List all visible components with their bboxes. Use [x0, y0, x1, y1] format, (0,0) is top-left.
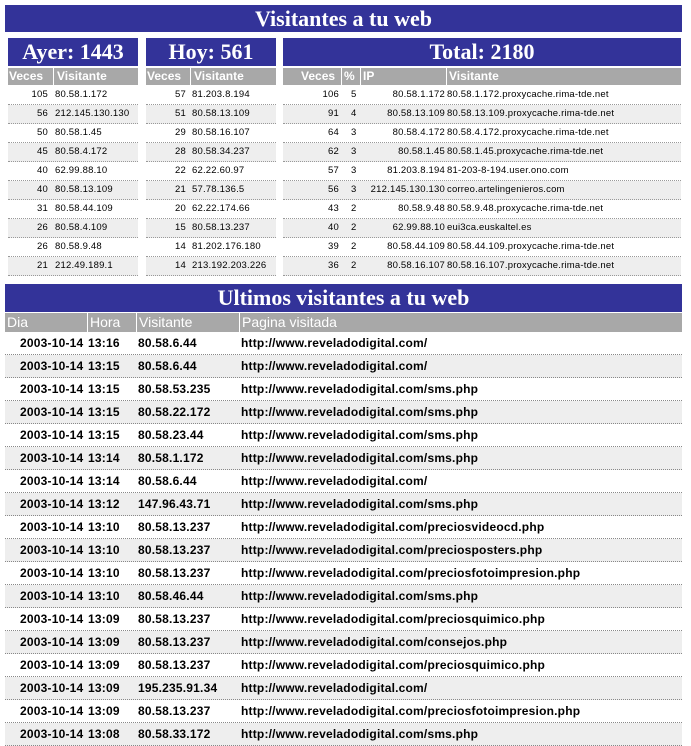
dia-cell: 2003-10-14: [20, 359, 84, 373]
col-ip: IP: [360, 68, 446, 85]
veces-cell: 26: [37, 222, 48, 233]
hora-cell: 13:15: [88, 382, 120, 396]
dia-cell: 2003-10-14: [20, 336, 84, 350]
ip-cell: 80.58.1.45: [398, 146, 445, 157]
hora-cell: 13:09: [88, 704, 120, 718]
col-hora: Hora: [87, 313, 136, 332]
veces-cell: 43: [328, 203, 339, 214]
pagina-cell[interactable]: http://www.reveladodigital.com/sms.php: [241, 589, 479, 603]
visitante-cell: 80.58.13.237: [192, 222, 250, 233]
visitante-cell: 80.58.13.237: [138, 658, 211, 672]
table-row: [283, 105, 681, 124]
table-row: [5, 470, 682, 493]
hora-cell: 13:15: [88, 405, 120, 419]
col-dia: Dia: [7, 314, 29, 330]
visitante-cell: 80.58.46.44: [138, 589, 204, 603]
veces-cell: 39: [328, 241, 339, 252]
veces-cell: 50: [37, 127, 48, 138]
table-row: [8, 86, 138, 105]
col-visitante: Visitante: [190, 68, 276, 85]
ip-cell: 212.145.130.130: [370, 184, 445, 195]
visitante-cell: 80.58.4.172.proxycache.rima-tde.net: [447, 127, 609, 138]
total-header: [283, 68, 681, 85]
veces-cell: 56: [328, 184, 339, 195]
dia-cell: 2003-10-14: [20, 727, 84, 741]
pagina-cell[interactable]: http://www.reveladodigital.com/sms.php: [241, 451, 479, 465]
table-row: [5, 378, 682, 401]
visitante-cell: 80.58.4.172: [55, 146, 108, 157]
ip-cell: 80.58.13.109: [387, 108, 445, 119]
pagina-cell[interactable]: http://www.reveladodigital.com/: [241, 474, 428, 488]
visitante-cell: 212.49.189.1: [55, 260, 113, 271]
pagina-cell[interactable]: http://www.reveladodigital.com/: [241, 359, 428, 373]
col-visitante: Visitante: [53, 68, 138, 85]
table-row: [8, 162, 138, 181]
hoy-header: [146, 68, 276, 85]
hora-cell: 13:10: [88, 543, 120, 557]
visitante-cell: 81.203.8.194: [192, 89, 250, 100]
pagina-cell[interactable]: http://www.reveladodigital.com/preciosposters.php: [241, 543, 543, 557]
veces-cell: 28: [175, 146, 186, 157]
veces-cell: 40: [37, 184, 48, 195]
col-veces: Veces: [301, 69, 336, 83]
table-row: [283, 200, 681, 219]
col-visitante: Visitante: [446, 68, 681, 85]
visitante-cell: 80.58.13.237: [138, 612, 211, 626]
visitante-cell: 80.58.53.235: [138, 382, 211, 396]
ultimos-title: Ultimos visitantes a tu web: [5, 284, 682, 312]
table-row: [5, 677, 682, 700]
dia-cell: 2003-10-14: [20, 681, 84, 695]
table-row: [283, 181, 681, 200]
table-row: [146, 181, 276, 200]
visitante-cell: 81.202.176.180: [192, 241, 261, 252]
visitante-cell: 80.58.16.107: [192, 127, 250, 138]
col-percent: %: [341, 68, 360, 85]
table-row: [146, 238, 276, 257]
percent-cell: 2: [351, 222, 357, 233]
ip-cell: 80.58.44.109: [387, 241, 445, 252]
dia-cell: 2003-10-14: [20, 612, 84, 626]
dia-cell: 2003-10-14: [20, 382, 84, 396]
table-row: [283, 124, 681, 143]
hora-cell: 13:09: [88, 635, 120, 649]
visitante-cell: 80.58.6.44: [138, 474, 197, 488]
visitante-cell: 80.58.1.172.proxycache.rima-tde.net: [447, 89, 609, 100]
veces-cell: 57: [175, 89, 186, 100]
veces-cell: 91: [328, 108, 339, 119]
visitante-cell: 80.58.1.172: [55, 89, 108, 100]
visitante-cell: 62.22.174.66: [192, 203, 250, 214]
veces-cell: 36: [328, 260, 339, 271]
hoy-title: Hoy: 561: [146, 38, 276, 66]
percent-cell: 4: [351, 108, 357, 119]
percent-cell: 3: [351, 146, 357, 157]
veces-cell: 15: [175, 222, 186, 233]
dia-cell: 2003-10-14: [20, 405, 84, 419]
percent-cell: 3: [351, 184, 357, 195]
table-row: [8, 238, 138, 257]
pagina-cell[interactable]: http://www.reveladodigital.com/sms.php: [241, 405, 479, 419]
veces-cell: 40: [37, 165, 48, 176]
total-title: Total: 2180: [283, 38, 681, 66]
table-row: [8, 124, 138, 143]
table-row: [8, 181, 138, 200]
veces-cell: 62: [328, 146, 339, 157]
percent-cell: 3: [351, 165, 357, 176]
ip-cell: 62.99.88.10: [392, 222, 445, 233]
table-row: [283, 238, 681, 257]
veces-cell: 31: [37, 203, 48, 214]
ayer-header: [8, 68, 138, 85]
table-row: [5, 562, 682, 585]
table-row: [5, 631, 682, 654]
table-row: [5, 355, 682, 378]
veces-cell: 20: [175, 203, 186, 214]
ip-cell: 80.58.1.172: [392, 89, 445, 100]
visitante-cell: 195.235.91.34: [138, 681, 218, 695]
pagina-cell[interactable]: http://www.reveladodigital.com/: [241, 336, 428, 350]
visitante-cell: eui3ca.euskaltel.es: [447, 222, 532, 233]
dia-cell: 2003-10-14: [20, 474, 84, 488]
dia-cell: 2003-10-14: [20, 704, 84, 718]
hora-cell: 13:16: [88, 336, 120, 350]
table-row: [8, 105, 138, 124]
hora-cell: 13:09: [88, 612, 120, 626]
veces-cell: 21: [175, 184, 186, 195]
visitante-cell: 80.58.23.44: [138, 428, 204, 442]
hora-cell: 13:10: [88, 589, 120, 603]
col-visitante: Visitante: [136, 313, 239, 332]
ultimos-table: [5, 313, 682, 746]
visitante-cell: 80.58.1.45: [55, 127, 102, 138]
dia-cell: 2003-10-14: [20, 520, 84, 534]
table-row: [283, 86, 681, 105]
visitante-cell: 80.58.44.109: [55, 203, 113, 214]
table-row: [146, 257, 276, 276]
veces-cell: 57: [328, 165, 339, 176]
visitante-cell: 80.58.16.107.proxycache.rima-tde.net: [447, 260, 615, 271]
pagina-cell[interactable]: http://www.reveladodigital.com/consejos.php: [241, 635, 508, 649]
veces-cell: 51: [175, 108, 186, 119]
col-pagina: Pagina visitada: [239, 313, 682, 332]
pagina-cell[interactable]: http://www.reveladodigital.com/sms.php: [241, 727, 479, 741]
dia-cell: 2003-10-14: [20, 658, 84, 672]
dia-cell: 2003-10-14: [20, 566, 84, 580]
veces-cell: 106: [322, 89, 339, 100]
visitante-cell: 80.58.34.237: [192, 146, 250, 157]
table-row: [5, 332, 682, 355]
veces-cell: 26: [37, 241, 48, 252]
table-row: [5, 654, 682, 677]
hora-cell: 13:14: [88, 451, 120, 465]
hora-cell: 13:10: [88, 520, 120, 534]
total-table: [283, 86, 681, 276]
visitante-cell: 80.58.33.172: [138, 727, 211, 741]
percent-cell: 2: [351, 260, 357, 271]
pagina-cell[interactable]: http://www.reveladodigital.com/sms.php: [241, 428, 479, 442]
percent-cell: 3: [351, 127, 357, 138]
ip-cell: 80.58.4.172: [392, 127, 445, 138]
visitante-cell: 147.96.43.71: [138, 497, 211, 511]
ip-cell: 80.58.16.107: [387, 260, 445, 271]
table-row: [5, 608, 682, 631]
table-row: [8, 143, 138, 162]
hora-cell: 13:10: [88, 566, 120, 580]
table-row: [283, 219, 681, 238]
visitante-cell: 80.58.13.109: [192, 108, 250, 119]
visitante-cell: 80.58.4.109: [55, 222, 108, 233]
visitante-cell: 81-203-8-194.user.ono.com: [447, 165, 569, 176]
visitante-cell: 80.58.9.48: [55, 241, 102, 252]
table-row: [8, 257, 138, 276]
visitante-cell: 212.145.130.130: [55, 108, 130, 119]
table-row: [283, 162, 681, 181]
hora-cell: 13:15: [88, 359, 120, 373]
table-row: [283, 257, 681, 276]
table-row: [5, 401, 682, 424]
pagina-cell[interactable]: http://www.reveladodigital.com/preciosfotoimpresion.php: [241, 704, 581, 718]
pagina-cell[interactable]: http://www.reveladodigital.com/sms.php: [241, 382, 479, 396]
hora-cell: 13:15: [88, 428, 120, 442]
col-veces: Veces: [147, 69, 182, 83]
veces-cell: 14: [175, 260, 186, 271]
visitante-cell: 80.58.1.45.proxycache.rima-tde.net: [447, 146, 604, 157]
hora-cell: 13:09: [88, 658, 120, 672]
pagina-cell[interactable]: http://www.reveladodigital.com/preciosquimico.php: [241, 612, 546, 626]
pagina-cell[interactable]: http://www.reveladodigital.com/preciosquimico.php: [241, 658, 546, 672]
percent-cell: 5: [351, 89, 357, 100]
col-veces: Veces: [9, 69, 44, 83]
pagina-cell[interactable]: http://www.reveladodigital.com/sms.php: [241, 497, 479, 511]
ayer-title: Ayer: 1443: [8, 38, 138, 66]
dia-cell: 2003-10-14: [20, 497, 84, 511]
table-row: [146, 124, 276, 143]
veces-cell: 64: [328, 127, 339, 138]
pagina-cell[interactable]: http://www.reveladodigital.com/preciosfotoimpresion.php: [241, 566, 581, 580]
veces-cell: 45: [37, 146, 48, 157]
table-row: [8, 219, 138, 238]
main-title: Visitantes a tu web: [5, 5, 682, 32]
hora-cell: 13:08: [88, 727, 120, 741]
table-row: [5, 723, 682, 746]
veces-cell: 14: [175, 241, 186, 252]
visitante-cell: 62.22.60.97: [192, 165, 245, 176]
visitante-cell: 80.58.44.109.proxycache.rima-tde.net: [447, 241, 615, 252]
veces-cell: 40: [328, 222, 339, 233]
dia-cell: 2003-10-14: [20, 451, 84, 465]
veces-cell: 29: [175, 127, 186, 138]
dia-cell: 2003-10-14: [20, 635, 84, 649]
ultimos-header: [5, 313, 682, 332]
table-row: [146, 86, 276, 105]
table-row: [146, 162, 276, 181]
visitante-cell: 57.78.136.5: [192, 184, 245, 195]
dia-cell: 2003-10-14: [20, 543, 84, 557]
visitante-cell: 80.58.22.172: [138, 405, 211, 419]
pagina-cell[interactable]: http://www.reveladodigital.com/: [241, 681, 428, 695]
visitante-cell: 213.192.203.226: [192, 260, 267, 271]
table-row: [146, 143, 276, 162]
table-row: [283, 143, 681, 162]
pagina-cell[interactable]: http://www.reveladodigital.com/preciosvideocd.php: [241, 520, 545, 534]
hora-cell: 13:12: [88, 497, 120, 511]
percent-cell: 2: [351, 203, 357, 214]
ayer-table: [8, 86, 138, 276]
hoy-table: [146, 86, 276, 276]
table-row: [146, 200, 276, 219]
table-row: [5, 424, 682, 447]
ultimos-rows: [5, 332, 682, 746]
hora-cell: 13:09: [88, 681, 120, 695]
hora-cell: 13:14: [88, 474, 120, 488]
visitante-cell: 80.58.13.109.proxycache.rima-tde.net: [447, 108, 615, 119]
visitante-cell: 80.58.13.237: [138, 704, 211, 718]
ip-cell: 80.58.9.48: [398, 203, 445, 214]
veces-cell: 22: [175, 165, 186, 176]
veces-cell: 56: [37, 108, 48, 119]
ip-cell: 81.203.8.194: [387, 165, 445, 176]
visitante-cell: 80.58.6.44: [138, 359, 197, 373]
table-row: [5, 539, 682, 562]
table-row: [5, 585, 682, 608]
table-row: [8, 200, 138, 219]
table-row: [5, 447, 682, 470]
percent-cell: 2: [351, 241, 357, 252]
visitante-cell: 80.58.13.237: [138, 635, 211, 649]
visitante-cell: 80.58.6.44: [138, 336, 197, 350]
visitante-cell: correo.artelingenieros.com: [447, 184, 565, 195]
visitante-cell: 80.58.13.237: [138, 566, 211, 580]
table-row: [5, 493, 682, 516]
veces-cell: 105: [31, 89, 48, 100]
dia-cell: 2003-10-14: [20, 589, 84, 603]
veces-cell: 21: [37, 260, 48, 271]
table-row: [146, 219, 276, 238]
dia-cell: 2003-10-14: [20, 428, 84, 442]
table-row: [5, 516, 682, 539]
visitante-cell: 62.99.88.10: [55, 165, 108, 176]
visitante-cell: 80.58.13.237: [138, 520, 211, 534]
table-row: [146, 105, 276, 124]
visitante-cell: 80.58.13.237: [138, 543, 211, 557]
visitante-cell: 80.58.1.172: [138, 451, 204, 465]
visitante-cell: 80.58.9.48.proxycache.rima-tde.net: [447, 203, 604, 214]
visitante-cell: 80.58.13.109: [55, 184, 113, 195]
table-row: [5, 700, 682, 723]
